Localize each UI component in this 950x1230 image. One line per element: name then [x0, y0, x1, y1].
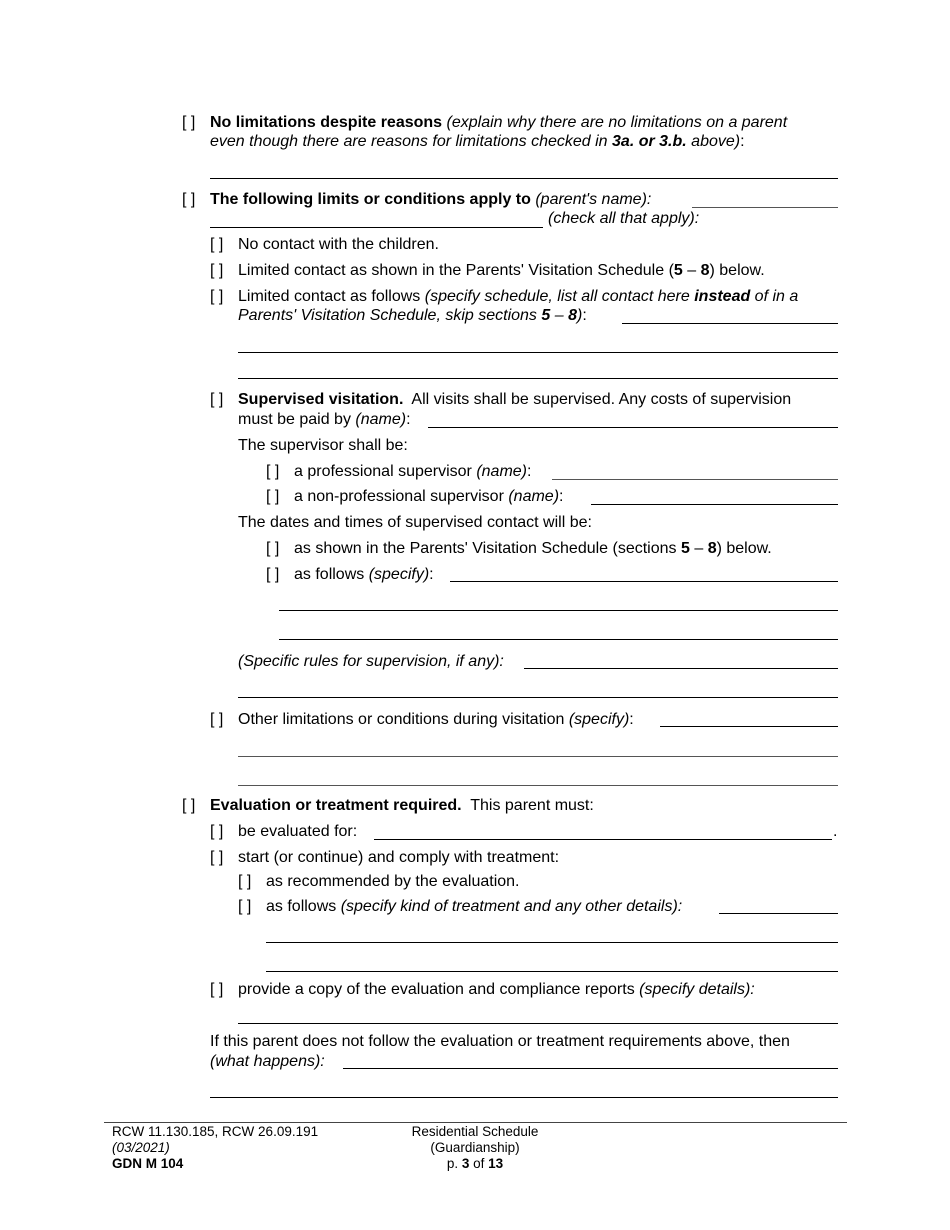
- other-limitations-field-2[interactable]: [238, 756, 838, 757]
- checkbox-limited-schedule[interactable]: [ ]: [210, 262, 224, 279]
- parent-name-field-1[interactable]: [692, 207, 838, 208]
- checkbox-no-contact[interactable]: [ ]: [210, 236, 224, 253]
- professional-supervisor-label: a professional supervisor (name):: [294, 463, 532, 480]
- other-limitations-field-3[interactable]: [238, 785, 838, 786]
- supervised-as-follows-field-1[interactable]: [450, 581, 838, 582]
- no-limitations-line-1: No limitations despite reasons (explain why there are no limitations on a parent: [210, 114, 788, 131]
- no-contact-label: No contact with the children.: [238, 236, 439, 253]
- start-treatment-label: start (or continue) and comply with treatment:: [238, 849, 560, 866]
- not-follow-line-1: If this parent does not follow the evaluation or treatment requirements above, then: [210, 1033, 790, 1050]
- non-professional-supervisor-name-field[interactable]: [591, 504, 838, 505]
- treatment-as-follows-field-1[interactable]: [719, 913, 838, 914]
- evaluation-title-line: Evaluation or treatment required. This parent must:: [210, 797, 594, 814]
- checkbox-as-recommended[interactable]: [ ]: [238, 873, 252, 890]
- limited-follows-field-3[interactable]: [238, 378, 838, 379]
- checkbox-limited-follows[interactable]: [ ]: [210, 288, 224, 305]
- checkbox-evaluation-treatment[interactable]: [ ]: [182, 797, 196, 814]
- supervisor-shall-be: The supervisor shall be:: [238, 437, 408, 454]
- checkbox-be-evaluated[interactable]: [ ]: [210, 823, 224, 840]
- supervised-line-2: must be paid by (name):: [238, 411, 411, 428]
- limited-follows-line-2: Parents' Visitation Schedule, skip sections 5 – 8):: [238, 307, 587, 324]
- footer-center: [395, 1124, 555, 1172]
- limited-schedule-label: Limited contact as shown in the Parents' Visitation Schedule (5 – 8) below.: [238, 262, 765, 279]
- supervised-title: Supervised visitation.: [238, 391, 404, 408]
- checkbox-no-limitations[interactable]: [ ]: [182, 114, 196, 131]
- checkbox-supervised-as-follows[interactable]: [ ]: [266, 566, 280, 583]
- footer-date: (03/2021): [112, 1140, 170, 1155]
- checkbox-start-treatment[interactable]: [ ]: [210, 849, 224, 866]
- checkbox-provide-copy[interactable]: [ ]: [210, 981, 224, 998]
- provide-copy-field[interactable]: [238, 1023, 838, 1024]
- professional-supervisor-name-field[interactable]: [552, 479, 838, 480]
- limited-follows-line-1: Limited contact as follows (specify schedule, list all contact here instead of in a: [238, 288, 799, 305]
- other-limitations-label: Other limitations or conditions during visitation (specify):: [238, 711, 634, 728]
- what-happens-field-2[interactable]: [210, 1097, 838, 1098]
- treatment-as-follows-field-2[interactable]: [266, 942, 838, 943]
- footer-title-1: Residential Schedule: [411, 1124, 539, 1139]
- checkbox-supervised[interactable]: [ ]: [210, 391, 224, 408]
- checkbox-treatment-as-follows[interactable]: [ ]: [238, 898, 252, 915]
- evaluated-for-period: .: [833, 823, 838, 840]
- supervised-as-follows-label: as follows (specify):: [294, 566, 434, 583]
- limits-title: The following limits or conditions apply to: [210, 191, 531, 208]
- as-shown-schedule-label: as shown in the Parents' Visitation Schedule (sections 5 – 8) below.: [294, 540, 772, 557]
- supervised-as-follows-field-2[interactable]: [279, 610, 838, 611]
- specific-rules-field-1[interactable]: [524, 668, 838, 669]
- treatment-as-follows-label: as follows (specify kind of treatment and any other details):: [266, 898, 683, 915]
- no-limitations-explain-field[interactable]: [210, 178, 838, 179]
- not-follow-line-2: (what happens):: [210, 1053, 325, 1070]
- checkbox-professional-supervisor[interactable]: [ ]: [266, 463, 280, 480]
- supervised-line-1: Supervised visitation. All visits shall be supervised. Any costs of supervision: [238, 391, 792, 408]
- checkbox-non-professional-supervisor[interactable]: [ ]: [266, 488, 280, 505]
- no-limitations-title: No limitations despite reasons: [210, 114, 443, 131]
- paid-by-name-field[interactable]: [428, 427, 838, 428]
- as-recommended-label: as recommended by the evaluation.: [266, 873, 520, 890]
- limited-follows-field-2[interactable]: [238, 352, 838, 353]
- evaluation-title: Evaluation or treatment required.: [210, 797, 462, 814]
- specific-rules-label: (Specific rules for supervision, if any):: [238, 653, 504, 670]
- other-limitations-field-1[interactable]: [660, 726, 838, 727]
- dates-times-label: The dates and times of supervised contact will be:: [238, 514, 592, 531]
- supervised-as-follows-field-3[interactable]: [279, 639, 838, 640]
- footer-form-number: GDN M 104: [112, 1156, 184, 1171]
- evaluated-for-field[interactable]: [374, 839, 832, 840]
- check-all-apply: (check all that apply):: [548, 210, 700, 227]
- non-professional-supervisor-label: a non-professional supervisor (name):: [294, 488, 564, 505]
- checkbox-limits-conditions[interactable]: [ ]: [182, 191, 196, 208]
- no-limitations-line-2: even though there are reasons for limitations checked in 3a. or 3.b. above):: [210, 133, 745, 150]
- footer-rcw: RCW 11.130.185, RCW 26.09.191: [112, 1124, 319, 1139]
- checkbox-other-limitations[interactable]: [ ]: [210, 711, 224, 728]
- limited-follows-field-1[interactable]: [622, 323, 838, 324]
- footer-left: [112, 1124, 318, 1172]
- footer-page: p. 3 of 13: [446, 1156, 504, 1171]
- specific-rules-field-2[interactable]: [238, 697, 838, 698]
- checkbox-as-shown-schedule[interactable]: [ ]: [266, 540, 280, 557]
- provide-copy-label: provide a copy of the evaluation and compliance reports (specify details):: [238, 981, 755, 998]
- be-evaluated-label: be evaluated for:: [238, 823, 358, 840]
- footer-divider: [104, 1122, 847, 1123]
- limits-line-1: The following limits or conditions apply to (parent's name):: [210, 191, 652, 208]
- parent-name-field-2[interactable]: [210, 227, 543, 228]
- treatment-as-follows-field-3[interactable]: [266, 971, 838, 972]
- footer-title-2: (Guardianship): [430, 1140, 520, 1155]
- what-happens-field-1[interactable]: [343, 1068, 838, 1069]
